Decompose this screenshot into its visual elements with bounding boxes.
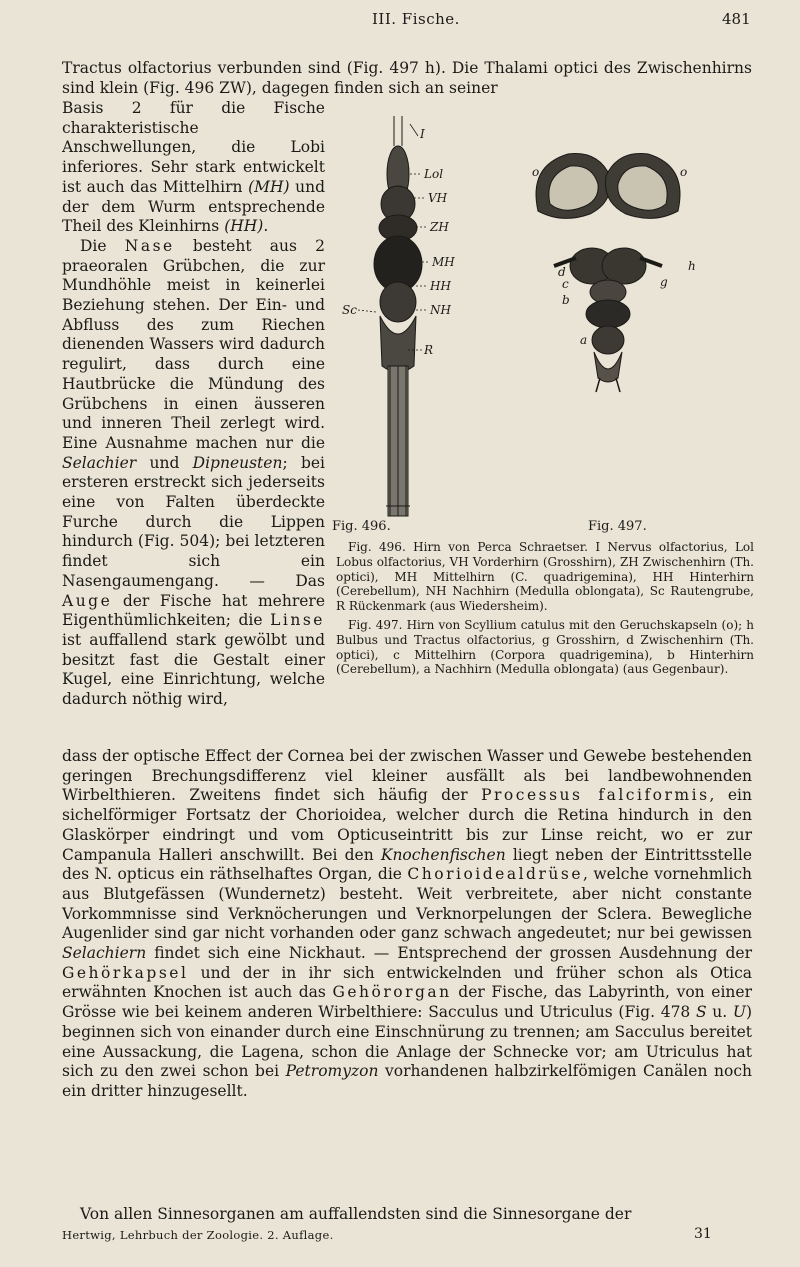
figure-area xyxy=(318,116,758,536)
fig-497-letter: g xyxy=(660,275,668,289)
running-title: III. Fische. xyxy=(372,10,460,28)
paragraph-nose-eye: Die Nase besteht aus 2 praeoralen Grübchen, die zur Mundhöhle meist in keinerlei Beziehung stehen. Der Ein- und Abfluss des zum Riechen dienenden Wassers wird dadurch regulirt, dass durch eine Hautbrücke die Mündung des Grübchens in einen äusseren und inneren Theil zerlegt wird. Eine Ausnahme machen nur die Selachier und Dipneusten; bei ersteren erstreckt sich jederseits eine von Falten überdeckte Furche durch die Lippen hindurch (Fig. 504); bei letzteren findet sich ein Nasengaumengang. — Das Auge der Fische hat mehrere Eigenthümlichkeiten; die Linse ist auffallend stark gewölbt und besitzt fast die Gestalt einer Kugel, eine Einrichtung, welche dadurch nöthig wird, xyxy=(62,236,326,709)
fig-497-letter: b xyxy=(562,293,570,307)
fig-496-letter: MH xyxy=(432,255,455,269)
fig-496-letter: R xyxy=(424,343,434,357)
fig-497-letter: o xyxy=(680,165,688,179)
fig-496-illustration xyxy=(358,116,430,516)
fig-496-letter: HH xyxy=(430,279,451,293)
last-line: Von allen Sinnesorganen am auffallendsten sind die Sinnesorgane der xyxy=(80,1205,632,1223)
sheet-signature: 31 xyxy=(694,1226,712,1242)
brain-figures xyxy=(318,116,758,536)
page-footer xyxy=(62,1226,752,1246)
fig-497-label: Fig. 497. xyxy=(588,519,647,534)
fig-497-letter: d xyxy=(558,265,566,279)
fig-496-letter: Sc xyxy=(342,303,357,317)
paragraph-brain: Basis 2 für die Fische charakteristische Anschwellungen, die Lobi inferiores. Sehr stark entwickelt ist auch das Mittelhirn (MH) und der dem Wurm entsprechende Theil des Kleinhirns (HH). xyxy=(62,99,325,236)
fig-496-letter: ZH xyxy=(430,220,449,234)
fig-496-letter: VH xyxy=(428,191,448,205)
main-paragraph: dass der optische Effect der Cornea bei der zwischen Wasser und Gewebe bestehenden geringen Brechungsdifferenz viel kleiner ausfällt als bei landbewohnenden Wirbelthieren. Zweitens findet sich häufig der Processus falciformis, ein sichelförmiger Fortsatz der Chorioidea, welcher durch die Retina hindurch in den Glaskörper eindringt und vom Opticuseintritt bis zur Linse reicht, wo er zur Campanula Halleri anschwillt. Bei den Knochenfischen liegt neben der Eintrittsstelle des N. opticus ein räthselhaftes Organ, die Chorioidealdrüse, welche vornehmlich aus Blutgefässen (Wundernetz) besteht. Weit verbreitete, aber nicht constante Vorkommnisse sind Verknöcherungen und Verknorpelungen der Sclera. Bewegliche Augenlider sind gar nicht vorhanden oder ganz schwach angedeutet; nur bei gewissen Selachiern findet sich eine Nickhaut. — Entsprechend der grossen Ausdehnung der Gehörkapsel und der in ihr sich entwickelnden und früher schon als Otica erwähnten Knochen ist auch das Gehörorgan der Fische, das Labyrinth, von einer Grösse wie bei keinem anderen Wirbelthiere: Sacculus und Utriculus (Fig. 478 S u. U) beginnen sich von einander durch eine Einschnürung zu trennen; am Sacculus bereitet eine Aussackung, die Lagena, schon die Anlage der Schnecke vor; am Utriculus hat sich zu den zwei schon bei Petromyzon vorhandenen halbzirkelfömigen Canälen noch ein dritter hinzugesellt. xyxy=(62,747,752,1100)
fig-497-letter: o xyxy=(532,165,540,179)
fig-497-letter: c xyxy=(562,277,569,291)
caption-fig-497: Fig. 497. Hirn von Scyllium catulus mit den Geruchskapseln (o); h Bulbus und Tractus olfactorius, g Grosshirn, d Zwischenhirn (Th. optici), c Mittelhirn (Corpora quadrigemina), b Hinterhirn (Cerebellum), a Nachhirn (Medulla oblongata) (aus Gegenbaur). xyxy=(336,618,754,677)
fig-497-letter: a xyxy=(580,333,588,347)
left-column xyxy=(62,99,325,710)
caption-fig-496: Fig. 496. Hirn von Perca Schraetser. I Nervus olfactorius, Lol Lobus olfactorius, VH Vorderhirn (Grosshirn), ZH Zwischenhirn (Th. optici), MH Mittelhirn (C. quadrigemina), HH Hinterhirn (Cerebellum), NH Nachhirn (Medulla oblongata), Sc Rautengrube, R Rückenmark (aus Wiedersheim). xyxy=(336,540,754,614)
fig-497-letter: h xyxy=(688,259,696,273)
fig-496-label: Fig. 496. xyxy=(332,519,391,534)
imprint: Hertwig, Lehrbuch der Zoologie. 2. Auflage. xyxy=(62,1228,334,1242)
fig-496-letter: I xyxy=(420,127,425,141)
fig-496-letter: Lol xyxy=(424,167,444,181)
running-head xyxy=(0,8,800,34)
page-number: 481 xyxy=(722,10,751,28)
intro-paragraph: Tractus olfactorius verbunden sind (Fig. 497 h). Die Thalami optici des Zwischenhirns sind klein (Fig. 496 ZW), dagegen finden sich an seiner xyxy=(62,59,752,97)
fig-496-letter: NH xyxy=(430,303,451,317)
